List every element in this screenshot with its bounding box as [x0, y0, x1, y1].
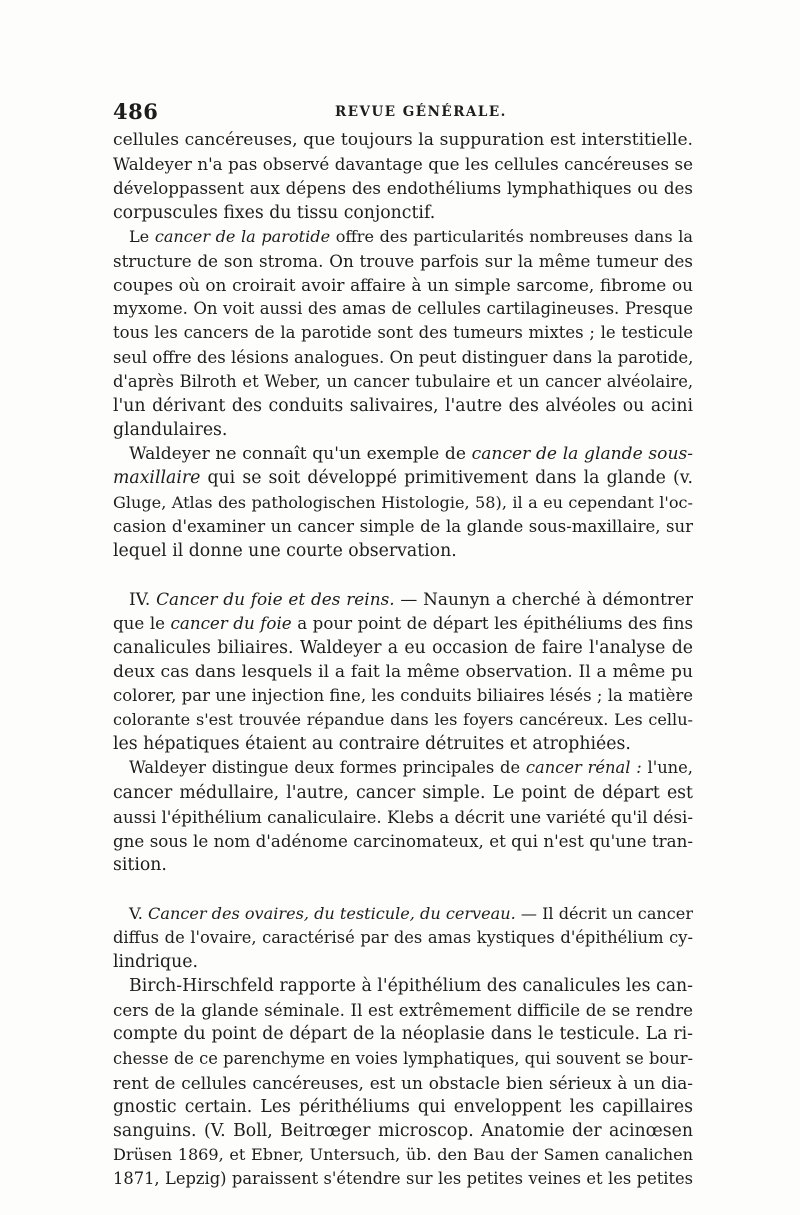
text-line — [113, 201, 693, 225]
italic-text: cancer de la glande sous- — [471, 444, 693, 465]
text-line — [113, 732, 693, 756]
text-run: glandulaires. — [113, 420, 228, 441]
text-line — [113, 611, 693, 635]
text-line — [113, 1047, 693, 1071]
text-run: a pour point de départ les épithéliums des fins — [291, 613, 693, 634]
text-run: lindrique. — [113, 951, 198, 972]
text-line — [113, 636, 693, 660]
italic-text: cancer rénal : — [525, 758, 642, 778]
text-run: gnostic certain. Les périthéliums qui enveloppent les capillaires — [113, 1096, 693, 1117]
text-run: d'après Bilroth et Weber, un cancer tubulaire et un cancer alvéolaire, — [113, 371, 693, 391]
text-run: Waldeyer ne connaît qu'un exemple de — [129, 444, 472, 465]
page-number: 486 — [113, 99, 159, 124]
text-run: l'une, — [641, 758, 693, 778]
text-line — [113, 684, 693, 708]
text-line — [113, 249, 693, 273]
text-line — [113, 152, 693, 176]
text-run: seul offre des lésions analogues. On peut distinguer dans la parotide, — [113, 347, 693, 367]
text-run: cellules cancéreuses, que toujours la suppuration est interstitielle. — [113, 130, 693, 150]
text-line — [113, 346, 693, 370]
text-run: sition. — [113, 855, 167, 876]
text-line — [113, 708, 693, 732]
text-line — [113, 394, 693, 418]
text-line — [113, 950, 693, 974]
body-text — [113, 128, 693, 1192]
text-run: chesse de ce parenchyme en voies lymphatiques, qui souvent se bour- — [113, 1048, 693, 1068]
italic-text: maxillaire — [113, 468, 201, 489]
text-line — [113, 297, 693, 321]
text-run: gne sous le nom d'adénome carcinomateux, et qui n'est qu'une tran- — [113, 830, 693, 851]
text-run: cers de la glande séminale. Il est extrêmement difficile de se rendre — [113, 1000, 693, 1021]
text-line — [113, 1119, 693, 1143]
italic-text: Cancer des ovaires, du testicule, du cerveau. — [148, 903, 516, 923]
text-line — [113, 466, 693, 490]
text-run: développassent aux dépens des endothéliums lymphathiques ou des — [113, 178, 693, 199]
text-run: rent de cellules cancéreuses, est un obstacle bien sérieux à un dia- — [113, 1072, 693, 1093]
text-run: colorer, par une injection fine, les conduits biliaires lésés ; la matière — [113, 685, 693, 705]
text-line — [113, 176, 693, 200]
text-run: structure de son stroma. On trouve parfois sur la même tumeur des — [113, 250, 693, 271]
text-run: myxome. On voit aussi des amas de cellules cartilagineuses. Presque — [113, 299, 693, 319]
running-head: REVUE GÉNÉRALE. — [335, 104, 507, 120]
text-line — [113, 128, 693, 152]
text-line — [113, 805, 693, 829]
section-gap — [113, 877, 693, 901]
text-run: — Naunyn a cherché à démontrer — [394, 589, 693, 610]
text-line — [113, 781, 693, 805]
italic-text: Cancer du foie et des reins. — [156, 589, 395, 610]
text-line — [113, 1167, 693, 1191]
text-line — [113, 974, 693, 998]
text-run: lequel il donne une courte observation. — [113, 540, 457, 561]
text-run: que le — [113, 613, 171, 634]
text-line — [113, 660, 693, 684]
italic-text: cancer du foie — [170, 613, 292, 634]
text-run: l'un dérivant des conduits salivaires, l'autre des alvéoles ou acini — [113, 395, 693, 416]
text-line — [113, 1071, 693, 1095]
text-line — [113, 321, 693, 345]
text-run: Drüsen 1869, et Ebner, Untersuch, üb. den Bau der Samen canalichen — [113, 1145, 693, 1165]
text-line — [113, 491, 693, 515]
text-line — [113, 539, 693, 563]
text-run: Waldeyer n'a pas observé davantage que les cellules cancéreuses se — [113, 154, 693, 175]
text-run: canalicules biliaires. Waldeyer a eu occasion de faire l'analyse de — [113, 637, 693, 658]
text-run: compte du point de départ de la néoplasie dans le testicule. La ri- — [113, 1024, 693, 1045]
text-line — [113, 853, 693, 877]
text-run: Waldeyer distingue deux formes principales de — [129, 758, 526, 778]
text-run: diffus de l'ovaire, caractérisé par des amas kystiques d'épithélium cy- — [113, 927, 693, 947]
text-run: qui se soit développé primitivement dans la glande (v. — [200, 468, 693, 489]
text-run: IV. — [129, 589, 157, 610]
text-run: coupes où on croirait avoir affaire à un simple sarcome, fibrome ou — [113, 275, 693, 296]
text-line — [113, 370, 693, 394]
text-line — [113, 225, 693, 249]
text-line — [113, 829, 693, 853]
text-line — [113, 273, 693, 297]
text-run: les hépatiques étaient au contraire détruites et atrophiées. — [113, 734, 631, 755]
text-line — [113, 1095, 693, 1119]
text-run: corpuscules fixes du tissu conjonctif. — [113, 202, 436, 223]
text-run: Le — [129, 226, 155, 246]
text-run: — Il décrit un cancer — [515, 903, 693, 923]
text-run: colorante s'est trouvée répandue dans les foyers cancéreux. Les cellu- — [113, 710, 693, 730]
text-line — [113, 902, 693, 926]
text-run: deux cas dans lesquels il a fait la même observation. Il a même pu — [113, 661, 693, 682]
text-line — [113, 442, 693, 466]
text-line — [113, 1022, 693, 1046]
text-run: V. — [129, 903, 149, 923]
text-line — [113, 756, 693, 780]
text-line — [113, 926, 693, 950]
text-run: 1871, Lepzig) paraissent s'étendre sur les petites veines et les petites — [113, 1169, 693, 1189]
text-run: offre des particularités nombreuses dans la — [330, 226, 693, 246]
page-header — [113, 97, 693, 127]
text-line — [113, 998, 693, 1022]
text-run: cancer médullaire, l'autre, cancer simple. Le point de départ est — [113, 782, 693, 803]
text-run: aussi l'épithélium canaliculaire. Klebs a décrit une variété qu'il dési- — [113, 806, 693, 827]
text-line — [113, 515, 693, 539]
text-line — [113, 418, 693, 442]
text-run: tous les cancers de la parotide sont des tumeurs mixtes ; le testicule — [113, 323, 693, 343]
text-run: Gluge, Atlas des pathologischen Histologie, 58), il a eu cependant l'oc- — [113, 492, 693, 512]
text-run: sanguins. (V. Boll, Beitrœger microscop. Anatomie der acinœsen — [113, 1121, 693, 1142]
text-run: casion d'examiner un cancer simple de la glande sous-maxillaire, sur — [113, 516, 693, 536]
italic-text: cancer de la parotide — [154, 226, 331, 246]
text-run: Birch-Hirschfeld rapporte à l'épithélium des canalicules les can- — [129, 976, 693, 997]
section-gap — [113, 563, 693, 587]
text-line — [113, 1143, 693, 1167]
text-line — [113, 587, 693, 611]
